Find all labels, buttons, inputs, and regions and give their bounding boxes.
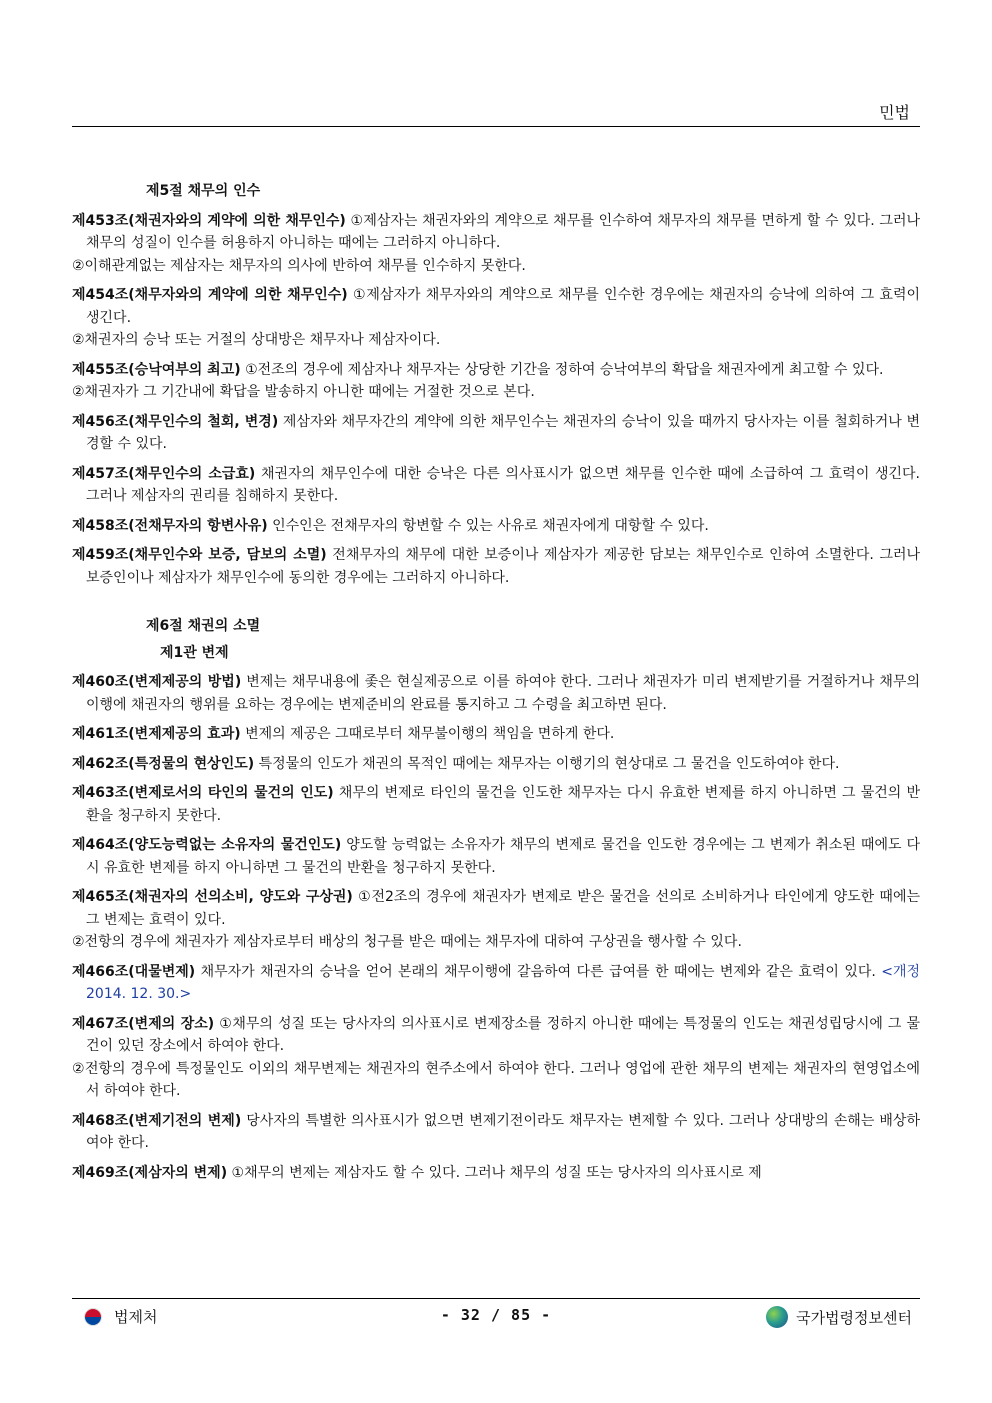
article xyxy=(72,284,920,352)
article-paragraph xyxy=(72,886,920,931)
article-paragraph xyxy=(72,544,921,589)
article-paragraph xyxy=(72,723,920,746)
page-number: - 32 / 85 - xyxy=(440,1306,552,1324)
article-text: ①전2조의 경우에 채권자가 변제로 받은 물건을 선의로 소비하거나 타인에게 양도한 때에는 그 변제는 효력이 있다. xyxy=(86,889,920,928)
article-text: ①채무의 변제는 제삼자도 할 수 있다. 그러나 채무의 성질 또는 당사자의 의사표시로 제 xyxy=(231,1164,762,1181)
article-paragraph xyxy=(72,671,920,716)
footer-right xyxy=(766,1306,912,1328)
article-text: ②전항의 경우에 채권자가 제삼자로부터 배상의 청구를 받은 때에는 채무자에 대하여 구상권을 행사할 수 있다. xyxy=(72,934,742,950)
article-paragraph xyxy=(72,1110,920,1155)
article xyxy=(72,210,920,278)
article-paragraph xyxy=(72,782,920,827)
article xyxy=(72,961,920,1006)
article-paragraph xyxy=(72,1013,920,1058)
article-title: 제454조(채무자와의 계약에 의한 채무인수) xyxy=(72,287,348,303)
document-body xyxy=(72,180,920,1184)
article-text: 변제는 채무내용에 좇은 현실제공으로 이를 하여야 한다. 그러나 채권자가 미리 변제받기를 거절하거나 채무의 이행에 채권자의 행위를 요하는 경우에는 변제준비의 완료를 통지하고 그 수령을 최고하면 된다. xyxy=(86,674,920,713)
article xyxy=(72,671,920,716)
subsection-heading: 제1관 변제 xyxy=(160,644,229,661)
article-text: ②채권자의 승낙 또는 거절의 상대방은 채무자나 제삼자이다. xyxy=(72,332,441,348)
article xyxy=(72,723,920,746)
footer-left-label: 법제처 xyxy=(114,1308,158,1326)
article xyxy=(72,463,920,508)
article-title: 제456조(채무인수의 철회, 변경) xyxy=(72,413,279,430)
article-text: 양도할 능력없는 소유자가 채무의 변제로 물건을 인도한 경우에는 그 변제가 취소된 때에도 다시 유효한 변제를 하지 아니하면 그 물건의 반환을 청구하지 못한다. xyxy=(86,837,921,876)
article-title: 제465조(채권자의 선의소비, 양도와 구상권) xyxy=(72,889,353,905)
article-text: 채무자가 채권자의 승낙을 얻어 본래의 채무이행에 갈음하여 다른 급여를 한 때에는 변제와 같은 효력이 있다. xyxy=(200,963,876,980)
article-text: 제삼자와 채무자간의 계약에 의한 채무인수는 채권자의 승낙이 있을 때까지 당사자는 이를 철회하거나 변경할 수 있다. xyxy=(86,413,920,452)
article-text: ②채권자가 그 기간내에 확답을 발송하지 아니한 때에는 거절한 것으로 본다. xyxy=(72,384,535,400)
article-title: 제464조(양도능력없는 소유자의 물건인도) xyxy=(72,837,342,853)
article-text: 채무의 변제로 타인의 물건을 인도한 채무자는 다시 유효한 변제를 하지 아니하면 그 물건의 반환을 청구하지 못한다. xyxy=(86,785,920,824)
article xyxy=(72,1110,920,1155)
article xyxy=(72,515,920,538)
section-heading: 제5절 채무의 인수 xyxy=(146,183,261,199)
article-title: 제463조(변제로서의 타인의 물건의 인도) xyxy=(72,785,334,801)
article-paragraph xyxy=(72,411,920,456)
article-title: 제461조(변제제공의 효과) xyxy=(72,726,241,742)
header-divider xyxy=(72,126,920,127)
article-paragraph xyxy=(72,359,920,382)
article-paragraph xyxy=(72,463,920,508)
article-paragraph xyxy=(72,961,921,1006)
article-title: 제466조(대물변제) xyxy=(72,963,196,980)
article-text: ②이해관계없는 제삼자는 채무자의 의사에 반하여 채무를 인수하지 못한다. xyxy=(72,257,526,274)
article xyxy=(72,1162,920,1185)
article-paragraph xyxy=(72,1058,920,1103)
article xyxy=(72,544,920,589)
article-title: 제462조(특정물의 현상인도) xyxy=(72,755,255,772)
article-text: 변제의 제공은 그때로부터 채무불이행의 책임을 면하게 한다. xyxy=(245,726,615,742)
article-title: 제467조(변제의 장소) xyxy=(72,1015,215,1032)
article-paragraph xyxy=(72,753,920,776)
article-paragraph xyxy=(72,931,920,954)
article-title: 제460조(변제제공의 방법) xyxy=(72,674,242,690)
article-title: 제458조(전채무자의 항변사유) xyxy=(72,517,268,534)
article-paragraph xyxy=(72,284,920,329)
article-paragraph xyxy=(72,381,920,404)
article-paragraph xyxy=(72,834,921,879)
article-text: 당사자의 특별한 의사표시가 없으면 변제기전이라도 채무자는 변제할 수 있다. 그러나 상대방의 손해는 배상하여야 한다. xyxy=(86,1112,920,1151)
page-footer xyxy=(72,1304,920,1330)
article-text: ①제삼자가 채무자와의 계약으로 채무를 인수한 경우에는 채권자의 승낙에 의하여 그 효력이 생긴다. xyxy=(86,287,920,326)
article-text: ②전항의 경우에 특정물인도 이외의 채무변제는 채권자의 현주소에서 하여야 한다. 그러나 영업에 관한 채무의 변제는 채권자의 현영업소에서 하여야 한다. xyxy=(72,1060,920,1099)
document-title: 민법 xyxy=(879,103,910,122)
article-text: 채권자의 채무인수에 대한 승낙은 다른 의사표시가 없으면 채무를 인수한 때에 소급하여 그 효력이 생긴다. 그러나 제삼자의 권리를 침해하지 못한다. xyxy=(86,465,920,504)
law-center-logo-icon xyxy=(766,1306,788,1328)
article-text: ①전조의 경우에 제삼자나 채무자는 상당한 기간을 정하여 승낙여부의 확답을 채권자에게 최고할 수 있다. xyxy=(245,361,884,378)
article-title: 제469조(제삼자의 변제) xyxy=(72,1164,228,1181)
article-text: 특정물의 인도가 채권의 목적인 때에는 채무자는 이행기의 현상대로 그 물건을 인도하여야 한다. xyxy=(258,755,840,772)
section-heading: 제6절 채권의 소멸 xyxy=(146,618,261,634)
article-title: 제457조(채무인수의 소급효) xyxy=(72,465,256,482)
article-paragraph xyxy=(72,1162,920,1185)
article-paragraph xyxy=(72,210,920,255)
article xyxy=(72,782,920,827)
article-paragraph xyxy=(72,329,920,352)
article-title: 제455조(승낙여부의 최고) xyxy=(72,361,241,378)
article-title: 제468조(변제기전의 변제) xyxy=(72,1112,242,1129)
article xyxy=(72,359,920,404)
article-text: 전채무자의 채무에 대한 보증이나 제삼자가 제공한 담보는 채무인수로 인하여 소멸한다. 그러나 보증인이나 제삼자가 채무인수에 동의한 경우에는 그러하지 아니하다. xyxy=(86,547,921,586)
article-paragraph xyxy=(72,515,920,538)
article-text: ①채무의 성질 또는 당사자의 의사표시로 변제장소를 정하지 아니한 때에는 특정물의 인도는 채권성립당시에 그 물건이 있던 장소에서 하여야 한다. xyxy=(86,1015,920,1054)
article xyxy=(72,753,920,776)
amendment-note: <개정 2014. 12. 30.> xyxy=(86,963,921,1002)
article xyxy=(72,834,920,879)
article-title: 제459조(채무인수와 보증, 담보의 소멸) xyxy=(72,547,327,563)
article xyxy=(72,886,920,954)
article-text: ①제삼자는 채권자와의 계약으로 채무를 인수하여 채무자의 채무를 면하게 할 수 있다. 그러나 채무의 성질이 인수를 허용하지 아니하는 때에는 그러하지 아니하다. xyxy=(86,212,920,251)
article xyxy=(72,411,920,456)
article xyxy=(72,1013,920,1103)
footer-right-label: 국가법령정보센터 xyxy=(796,1308,912,1327)
article-text: 인수인은 전채무자의 항변할 수 있는 사유로 채권자에게 대항할 수 있다. xyxy=(272,517,709,534)
footer-divider xyxy=(72,1298,920,1299)
article-paragraph xyxy=(72,255,920,278)
article-title: 제453조(채권자와의 계약에 의한 채무인수) xyxy=(72,212,346,229)
